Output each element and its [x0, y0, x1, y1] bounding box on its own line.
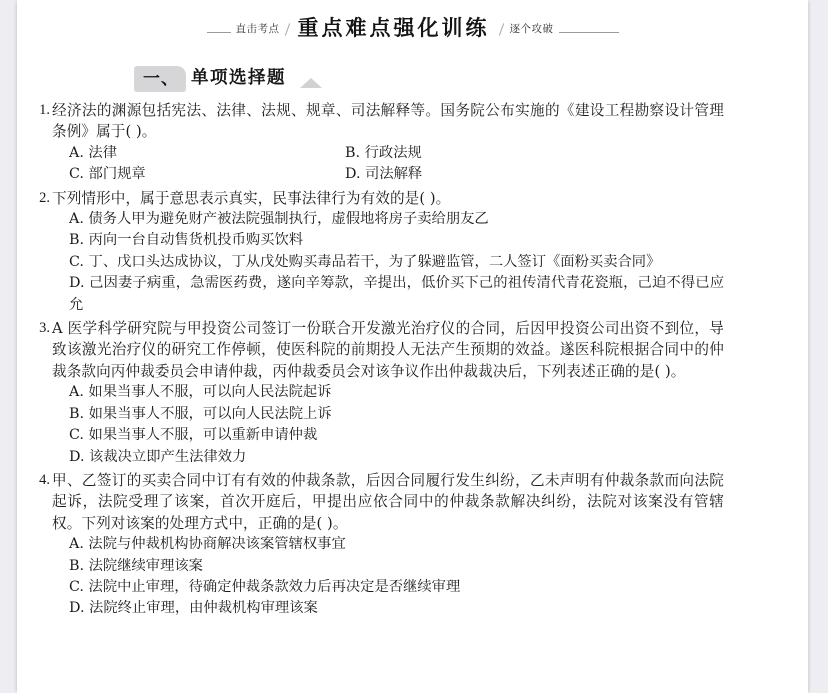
section-title: 单项选择题 [191, 68, 286, 89]
option-item[interactable]: A. 法院与仲裁机构协商解决该案管辖权事宜 [69, 536, 346, 553]
header-left-tag: 直击考点 [235, 22, 280, 35]
option-list [52, 534, 724, 620]
option-item[interactable]: D. 法院终止审理，由仲裁机构审理该案 [69, 600, 318, 617]
question-number: 2. [39, 189, 50, 206]
question-stem: 经济法的渊源包括宪法、法律、法规、规章、司法解释等。国务院公布实施的《建设工程勘察设计管理条例》属于( )。 [52, 102, 724, 141]
option-item[interactable]: B. 行政法规 [345, 144, 422, 161]
question-number: 1. [39, 102, 50, 118]
option-item[interactable]: A. 法律 [69, 144, 118, 161]
header-title: 重点难点强化训练 [297, 14, 490, 40]
section-number-badge [134, 66, 186, 92]
option-row [52, 143, 724, 164]
option-item[interactable]: D. 己因妻子病重，急需医药费，遂向辛筹款，辛提出，低价买下己的祖传清代青花瓷瓶，己迫不得已应允 [69, 275, 724, 313]
option-item[interactable]: B. 丙向一台自动售货机投币购买饮料 [69, 232, 304, 249]
section-heading [134, 64, 322, 94]
option-list [52, 143, 724, 186]
question-number: 4. [39, 471, 50, 488]
option-item[interactable]: B. 如果当事人不服，可以向人民法院上诉 [69, 405, 332, 422]
option-item[interactable]: D. 司法解释 [345, 166, 423, 183]
question-list [17, 100, 808, 622]
question-item [17, 318, 808, 468]
question-stem: A 医学科学研究院与甲投资公司签订一份联合开发激光治疗仪的合同，后因甲投资公司出资不到位，导致该激光治疗仪的研究工作停顿，使医科院的前期投人无法产生预期的效益。遂医科院根据合同中的仲裁条款向丙仲裁委员会申请仲裁，丙仲裁委员会对该争议作出仲裁裁决后，下列表述正确的是( )。 [52, 320, 724, 380]
option-item[interactable]: C. 丁、戊口头达成协议，丁从戊处购买毒品若干，为了躲避监管，二人签订《面粉买卖合同》 [69, 253, 661, 270]
running-header-inner [207, 14, 619, 40]
header-rule-left [207, 32, 231, 33]
option-item[interactable]: C. 法院中止审理，待确定仲裁条款效力后再决定是否继续审理 [69, 578, 461, 595]
question-number: 3. [39, 320, 50, 337]
option-list [52, 382, 724, 468]
question-stem: 下列情形中，属于意思表示真实，民事法律行为有效的是( )。 [52, 189, 451, 207]
option-item[interactable]: D. 该裁决立即产生法律效力 [69, 448, 247, 465]
option-item[interactable]: B. 法院继续审理该案 [69, 557, 203, 574]
option-list [52, 209, 724, 316]
question-item [17, 188, 808, 316]
option-item[interactable]: A. 如果当事人不服，可以向人民法院起诉 [69, 384, 332, 401]
question-item [17, 470, 808, 620]
question-stem: 甲、乙签订的买卖合同中订有有效的仲裁条款，后因合同履行发生纠纷，乙未声明有仲裁条款而向法院起诉，法院受理了该案，首次开庭后，甲提出应依合同中的仲裁条款解决纠纷，法院对该案没有管辖权。下列对该案的处理方式中，正确的是( )。 [52, 471, 724, 532]
option-item[interactable]: A. 债务人甲为避免财产被法院强制执行，虚假地将房子卖给朋友乙 [69, 211, 489, 228]
header-slash-right-icon [497, 23, 507, 36]
running-header [17, 12, 808, 42]
question-item [17, 100, 808, 186]
document-page [17, 0, 808, 693]
option-item[interactable]: C. 如果当事人不服，可以重新申请仲裁 [69, 427, 318, 444]
header-slash-left-icon [283, 23, 293, 36]
header-rule-right [559, 32, 619, 33]
section-number: 一、 [143, 68, 179, 89]
option-item[interactable]: C. 部门规章 [69, 166, 146, 183]
option-row [52, 164, 724, 185]
triangle-accent-icon [300, 78, 322, 88]
header-right-tag: 逐个攻破 [509, 22, 554, 35]
